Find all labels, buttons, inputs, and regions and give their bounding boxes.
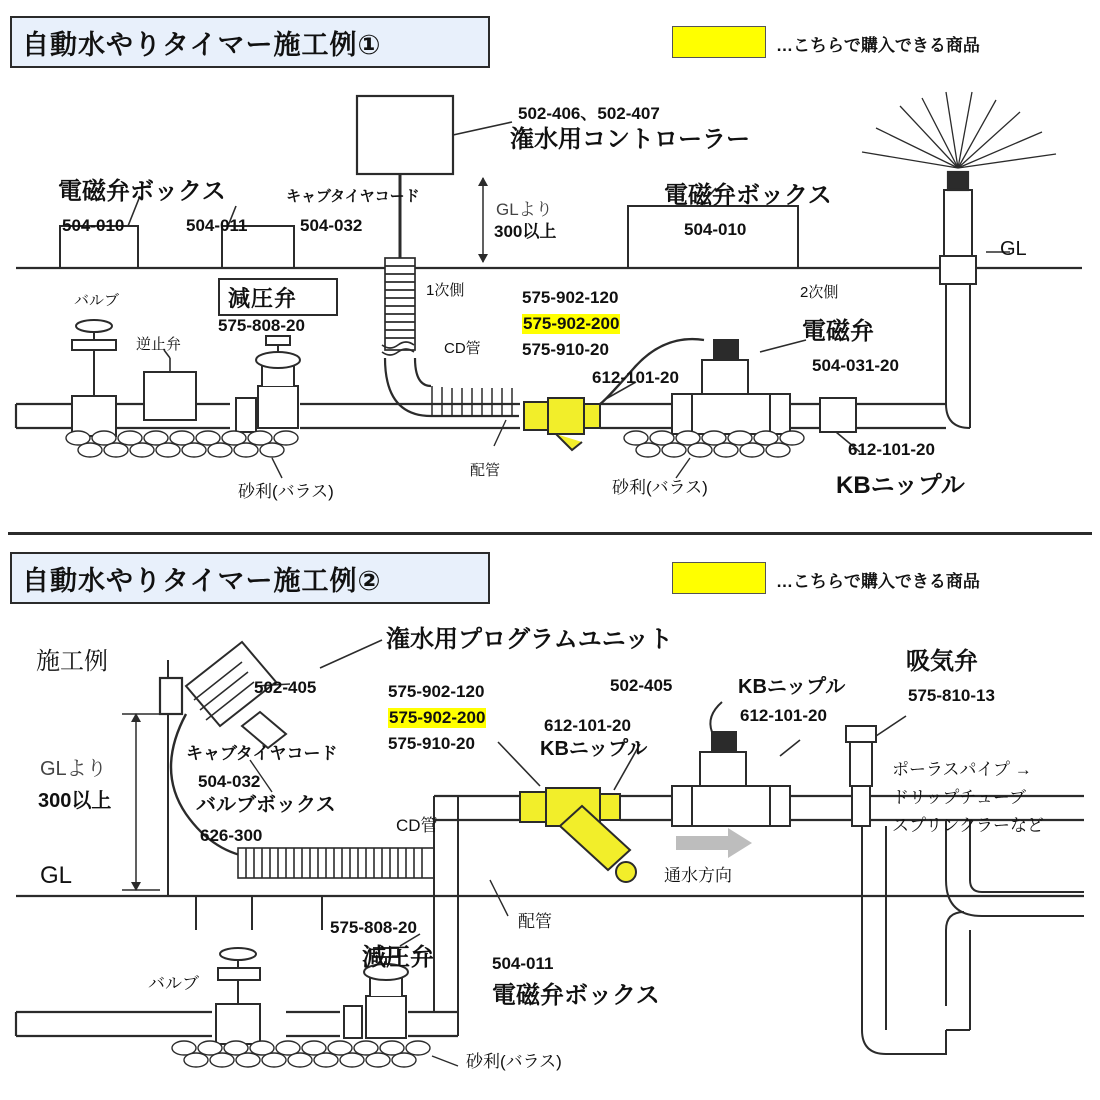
- panel1-code-575-910-20: 575-910-20: [522, 340, 609, 359]
- panel2-kb-nipple-a: KBニップル: [540, 738, 648, 760]
- panel1-solenoid-box-left: 電磁弁ボックス: [58, 178, 226, 205]
- panel1-title: 自動水やりタイマー施工例①: [22, 29, 382, 60]
- panel1-kb-nipple: KBニップル: [836, 472, 965, 499]
- panel1-solenoid-box-right: 電磁弁ボックス: [664, 182, 832, 209]
- panel1-gravel-right: 砂利(バラス): [612, 478, 708, 497]
- panel1-check-valve: 逆止弁: [136, 336, 182, 353]
- panel2-example: 施工例: [36, 648, 108, 675]
- panel2-code-626-300: 626-300: [200, 826, 263, 845]
- panel2-sprinkler-etc: スプリンクラーなど: [892, 816, 1044, 835]
- panel2-code-502-405-a: 502-405: [254, 678, 317, 697]
- panel1-code-612-101-20-a: 612-101-20: [592, 368, 679, 387]
- panel1-primary-side: 1次側: [426, 282, 465, 299]
- panel1-solenoid-valve: 電磁弁: [802, 318, 874, 345]
- panel1-code-504-010-left: 504-010: [62, 216, 125, 235]
- panel2-drip-tube: ドリップチューブ: [892, 788, 1026, 807]
- panel2-code-575-808-20: 575-808-20: [330, 918, 417, 937]
- panel1-secondary-side: 2次側: [800, 284, 839, 301]
- panel2-reducing-valve: 減圧弁: [362, 944, 434, 971]
- panel2-code-504-011: 504-011: [492, 954, 554, 973]
- panel1-code-504-032: 504-032: [300, 216, 363, 235]
- panel1-code-504-010-right: 504-010: [684, 220, 747, 239]
- panel1-cd-pipe: CD管: [444, 340, 481, 357]
- panel2-program-unit: 潅水用プログラムユニット: [386, 626, 673, 653]
- panel1-code-575-902-120: 575-902-120: [522, 288, 619, 307]
- panel2-code-575-910-20: 575-910-20: [388, 734, 475, 753]
- panel2-legend-note: …こちらで購入できる商品: [776, 572, 980, 591]
- panel2-code-612-101-20-b: 612-101-20: [740, 706, 827, 725]
- panel2-gl-yori: GLより: [40, 758, 107, 780]
- panel2-cabtyre-cord: キャブタイヤコード: [186, 744, 338, 763]
- panel2-kb-nipple-b: KBニップル: [738, 676, 846, 698]
- panel2-code-502-405-b: 502-405: [610, 676, 673, 695]
- panel1-code-575-902-200: 575-902-200: [523, 314, 620, 333]
- panel1-code-504-011: 504-011: [186, 216, 248, 235]
- panel1-valve: バルブ: [74, 292, 120, 309]
- panel1-controller-name: 潅水用コントローラー: [510, 126, 750, 153]
- panel2-cd-pipe: CD管: [396, 816, 438, 835]
- panel2-valve: バルブ: [148, 974, 199, 993]
- panel2-flow-direction: 通水方向: [664, 866, 732, 885]
- panel2-porous-pipe: ポーラスパイプ →: [892, 760, 1032, 779]
- panel1-controller-codes: 502-406、502-407: [518, 104, 660, 123]
- panel2-air-valve: 吸気弁: [906, 648, 978, 675]
- panel1-code-612-101-20-b: 612-101-20: [848, 440, 935, 459]
- panel2-code-575-902-120: 575-902-120: [388, 682, 485, 701]
- panel2-gl-300: 300以上: [38, 790, 112, 812]
- panel1-gravel-left: 砂利(バラス): [238, 482, 334, 501]
- panel2-title: 自動水やりタイマー施工例②: [22, 565, 382, 596]
- panel2-code-575-902-200: 575-902-200: [389, 708, 486, 727]
- panel2-code-504-032: 504-032: [198, 772, 261, 791]
- panel1-gl: GL: [1000, 238, 1027, 260]
- panel2-gl: GL: [40, 862, 73, 889]
- panel2-code-612-101-20-a: 612-101-20: [544, 716, 631, 735]
- panel1-gl-yori: GLより: [496, 200, 553, 219]
- panel2-solenoid-box: 電磁弁ボックス: [492, 982, 660, 1009]
- panel2-gravel: 砂利(バラス): [466, 1052, 562, 1071]
- panel2-code-575-810-13: 575-810-13: [908, 686, 995, 705]
- panel1-code-575-808-20: 575-808-20: [218, 316, 305, 335]
- panel1-reducing-valve: 減圧弁: [228, 285, 298, 311]
- panel1-cabtyre-cord: キャブタイヤコード: [286, 188, 420, 205]
- panel1-code-504-031-20: 504-031-20: [812, 356, 899, 375]
- panel1-piping: 配管: [470, 462, 501, 479]
- panel1-gl-300: 300以上: [494, 222, 557, 241]
- panel1-legend-note: …こちらで購入できる商品: [776, 36, 980, 55]
- panel2-valve-box: バルブボックス: [196, 794, 336, 816]
- panel2-piping: 配管: [518, 912, 552, 931]
